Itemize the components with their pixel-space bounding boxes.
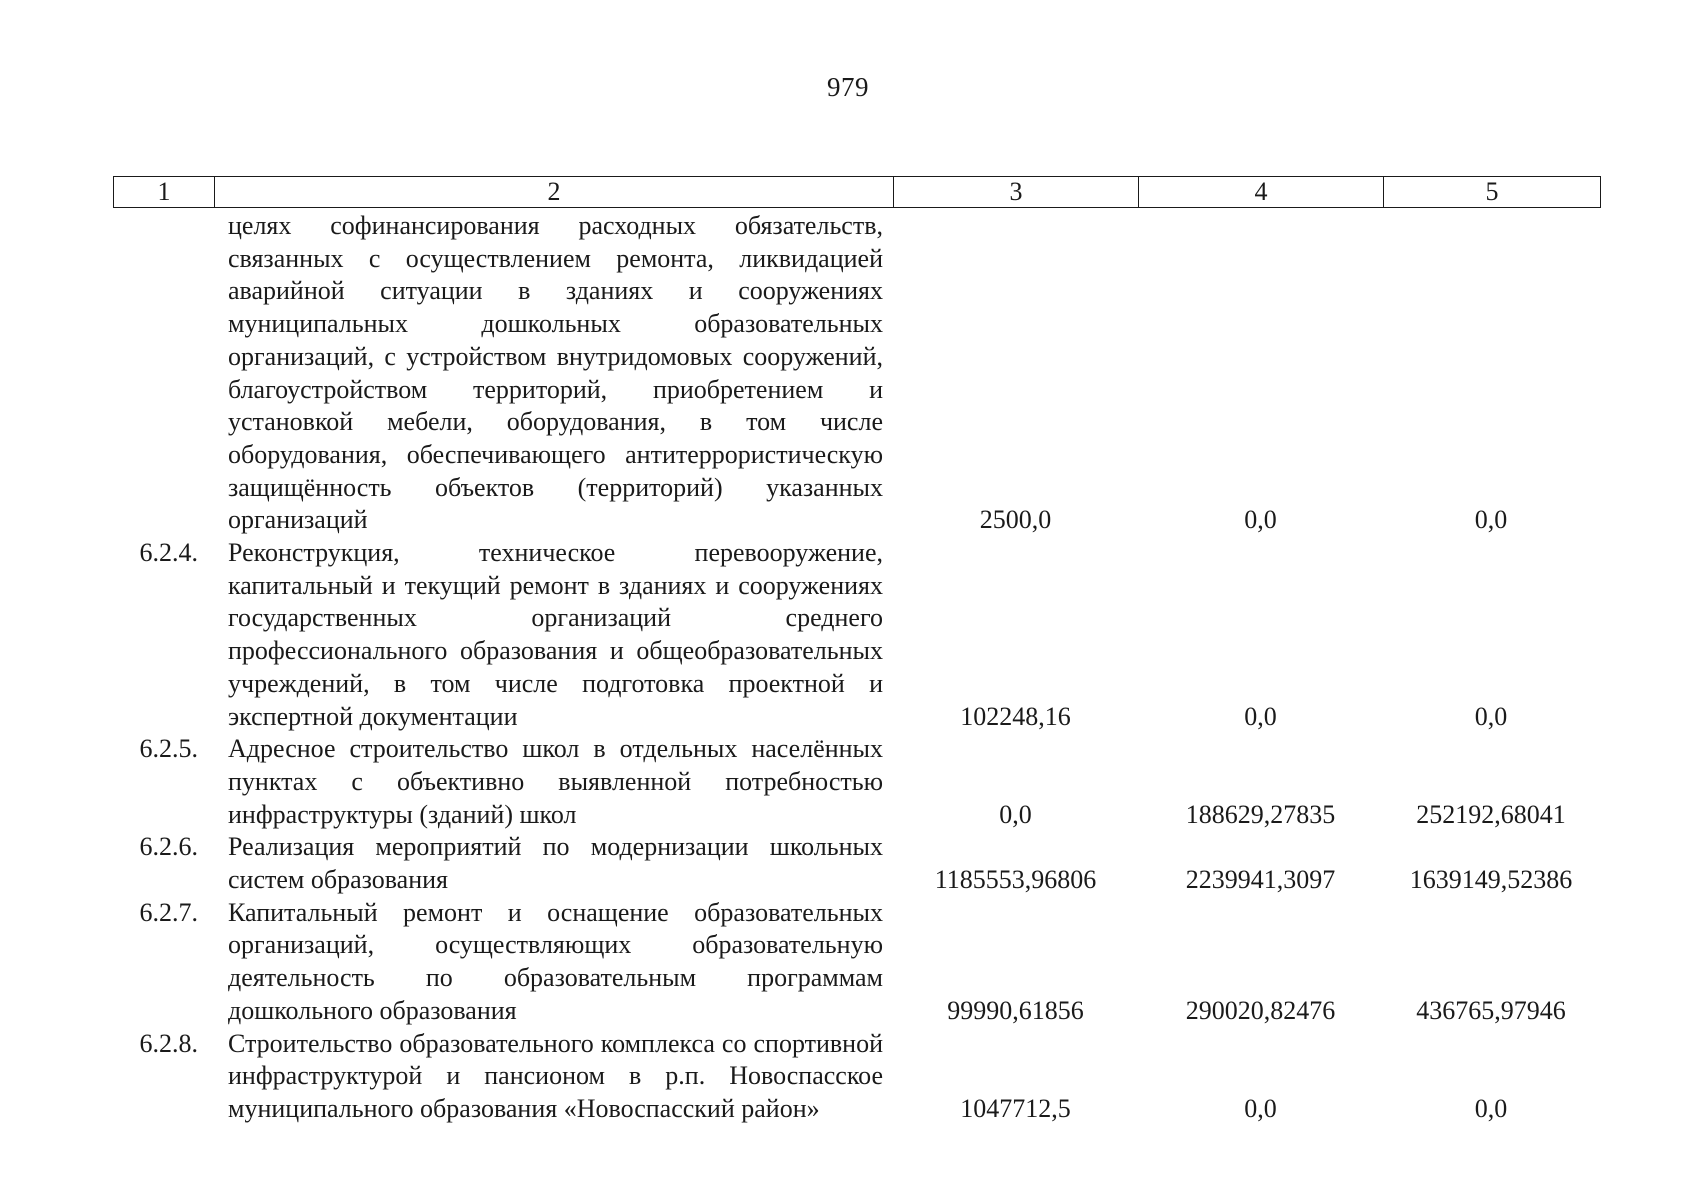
row-value-col-5: 0,0 (1474, 701, 1508, 731)
header-col-3: 3 (894, 177, 1139, 207)
header-col-5: 5 (1485, 177, 1499, 206)
row-value-col-3: 1047712,5 (960, 1093, 1071, 1123)
header-col-2: 2 (215, 177, 894, 207)
row-description: Реконструкция, техническое перевооружение, капитальный и текущий ремонт в зданиях и сооружениях государственных организаций среднего профессионального образования и общеобразовательных учреждений, в том числе подготовка проектной и экспертной документации (228, 538, 883, 731)
row-value-col-3: 1185553,96806 (934, 865, 1097, 895)
row-number: 6.2.8. (139, 1028, 198, 1058)
row-value-col-4: 188629,27835 (1185, 799, 1336, 829)
row-number: 6.2.5. (139, 734, 198, 764)
header-col-4: 4 (1139, 177, 1384, 207)
table-header (113, 176, 1601, 208)
table-row (113, 210, 1601, 537)
table-row (113, 831, 1601, 896)
row-description: целях софинансирования расходных обязательств, связанных с осуществлением ремонта, ликвидацией аварийной ситуации в зданиях и сооружениях муниципальных дошкольных образовательных организаций, с устройством внутридомовых сооружений, благоустройством территорий, приобретением и установкой мебели, оборудования, в том числе оборудования, обеспечивающего антитеррористическую защищённость объектов (территорий) указанных организаций (228, 211, 883, 535)
row-value-col-5: 0,0 (1474, 1093, 1508, 1123)
row-description: Реализация мероприятий по модернизации школьных систем образования (228, 832, 883, 895)
table-row (113, 1028, 1601, 1126)
page-number: 979 (827, 72, 869, 102)
row-value-col-5: 436765,97946 (1416, 995, 1566, 1025)
row-value-col-4: 0,0 (1244, 1093, 1277, 1123)
row-description: Капитальный ремонт и оснащение образовательных организаций, осуществляющих образовательную деятельность по образовательным программам дошкольного образования (228, 897, 883, 1025)
row-value-col-4: 0,0 (1244, 701, 1277, 731)
row-value-col-4: 290020,82476 (1185, 995, 1336, 1025)
row-number: 6.2.4. (139, 538, 198, 568)
row-value-col-3: 0,0 (999, 799, 1032, 829)
row-value-col-5: 1639149,52386 (1409, 865, 1573, 895)
row-value-col-4: 2239941,3097 (1185, 865, 1336, 895)
row-description: Строительство образовательного комплекса со спортивной инфраструктурой и пансионом в р.п. Новоспасское муниципального образования «Новоспасский район» (228, 1028, 883, 1123)
table-body (113, 210, 1601, 1126)
row-number: 6.2.7. (139, 897, 198, 927)
row-value-col-3: 99990,61856 (947, 995, 1084, 1025)
header-col-1: 1 (114, 177, 215, 207)
row-value-col-3: 102248,16 (960, 701, 1071, 731)
row-value-col-5: 0,0 (1474, 505, 1508, 535)
table-row (113, 733, 1601, 831)
row-value-col-4: 0,0 (1244, 505, 1277, 535)
row-description: Адресное строительство школ в отдельных населённых пунктах с объективно выявленной потребностью инфраструктуры (зданий) школ (228, 734, 883, 829)
row-value-col-5: 252192,68041 (1416, 799, 1566, 829)
table-row (113, 897, 1601, 1028)
row-number: 6.2.6. (139, 832, 198, 862)
row-value-col-3: 2500,0 (979, 505, 1052, 535)
table-row (113, 537, 1601, 733)
